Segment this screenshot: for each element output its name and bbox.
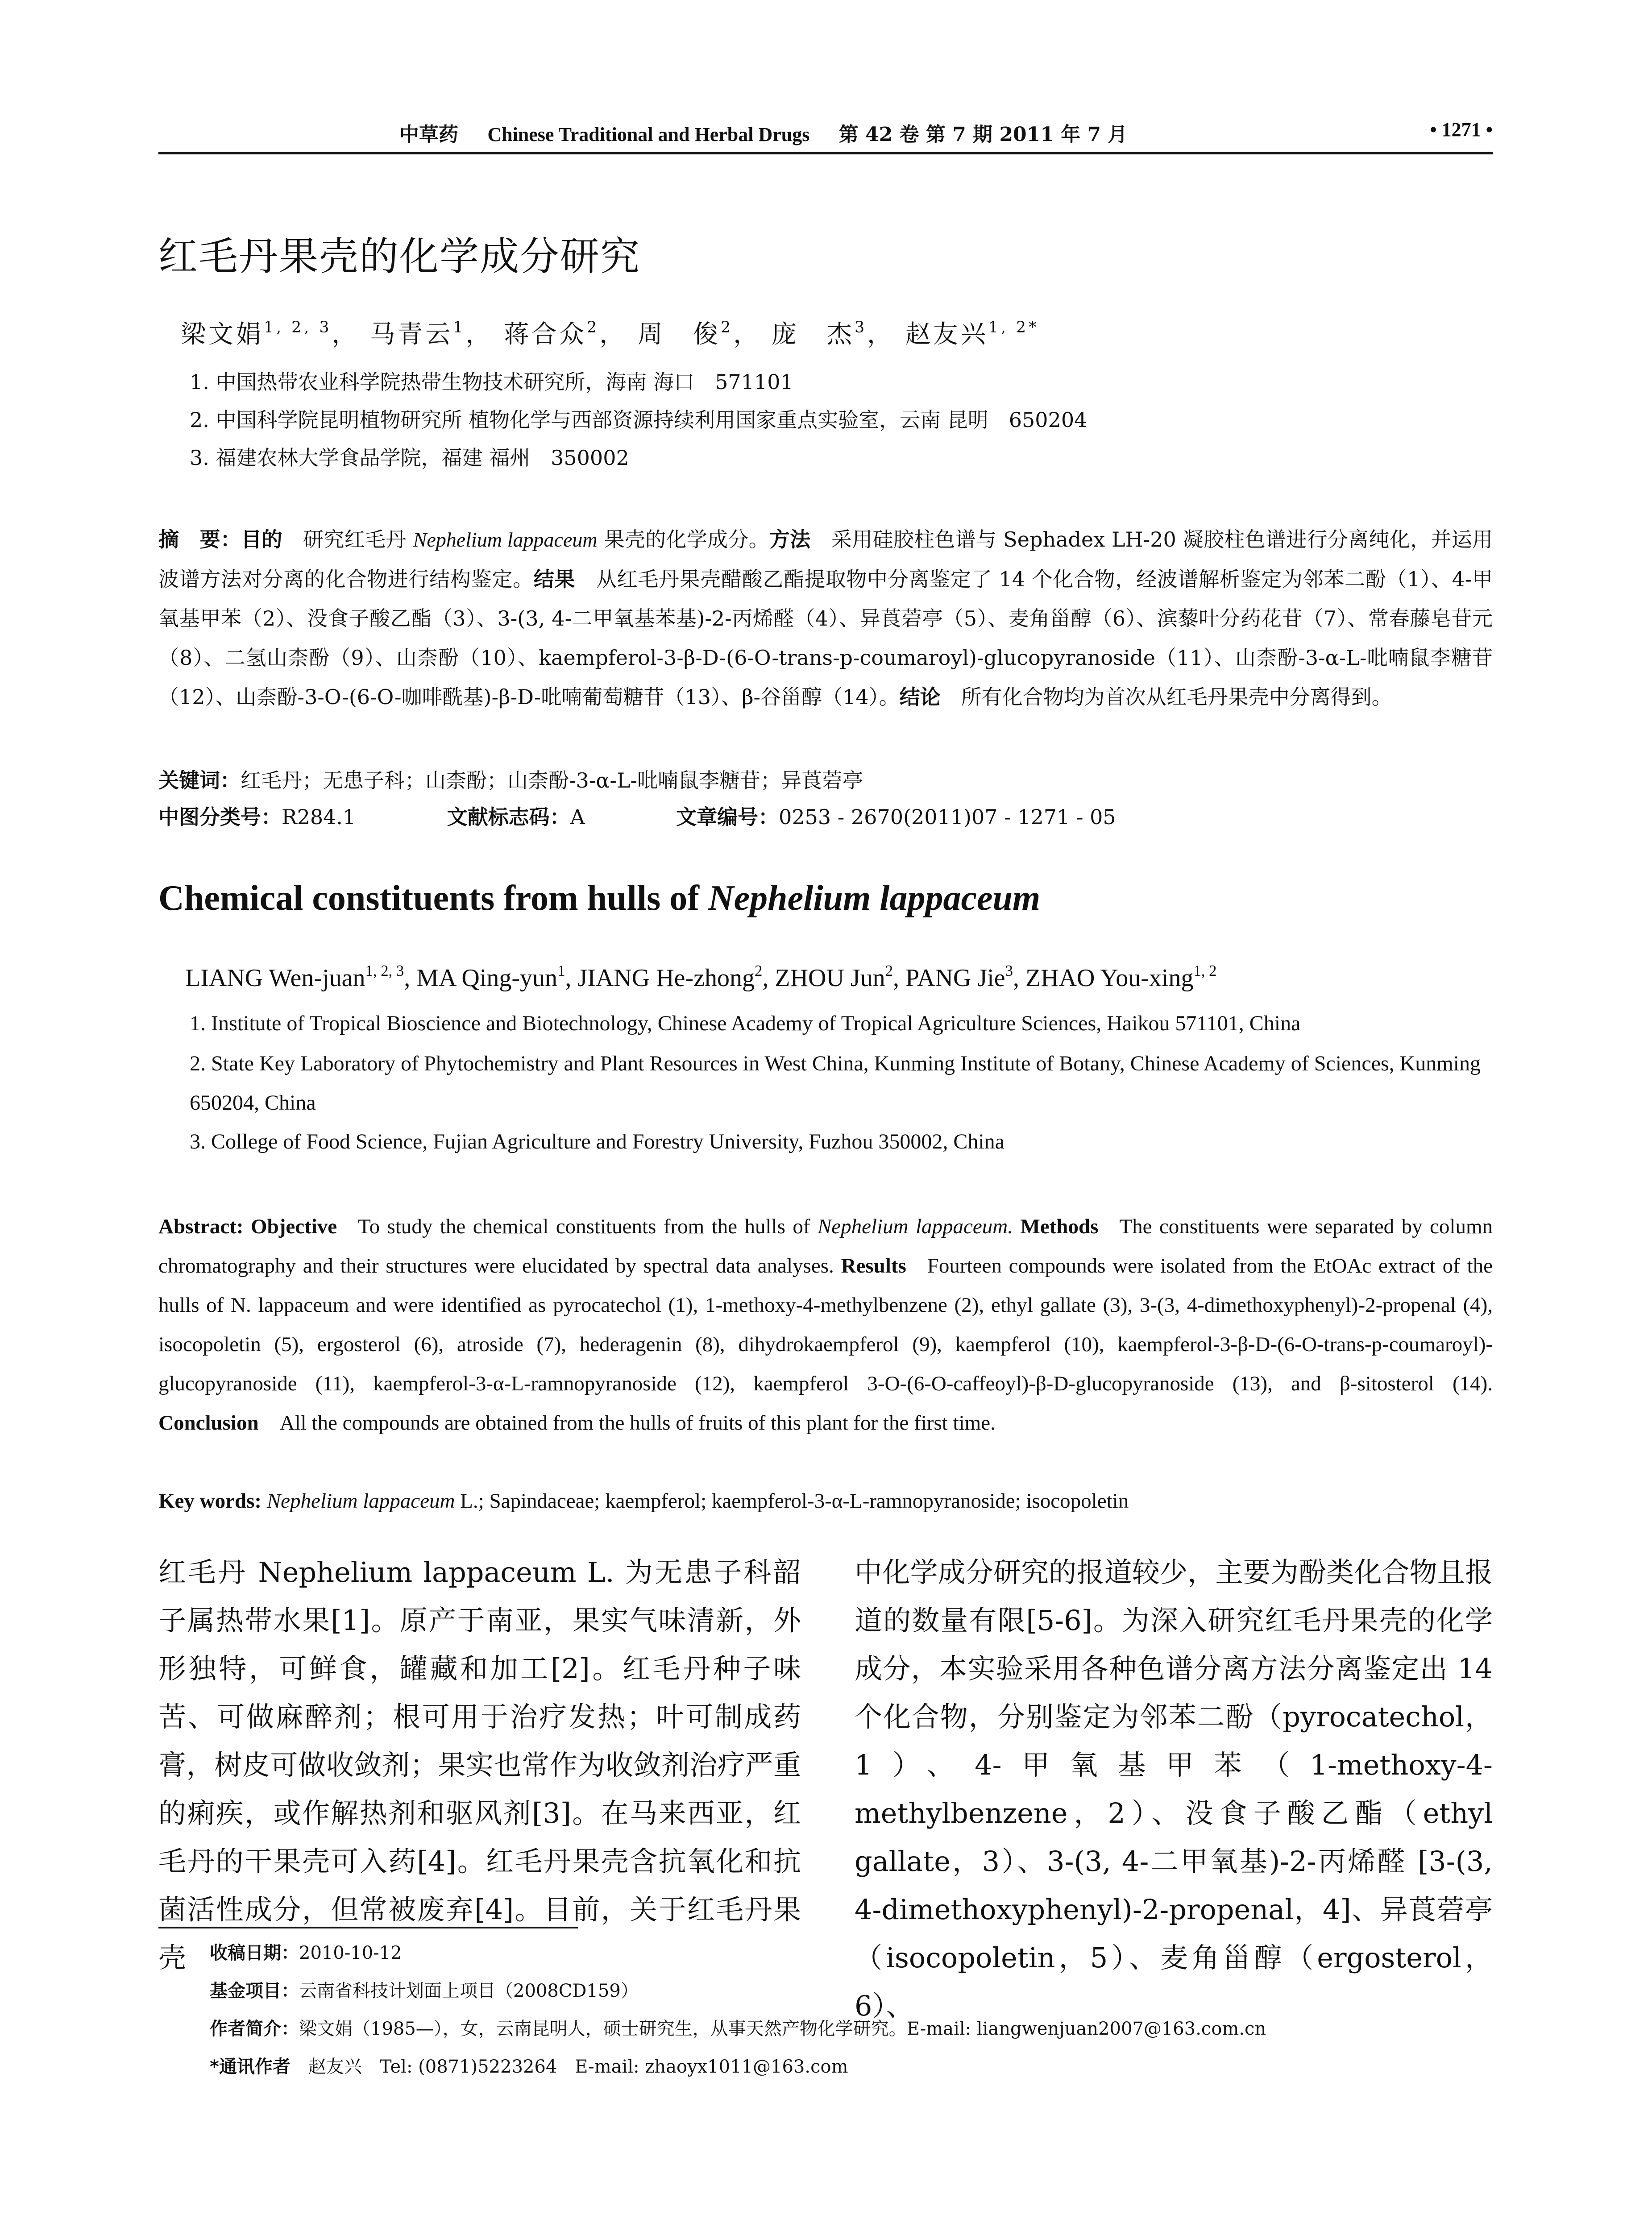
author-cn: 庞 杰$^3$ bbox=[771, 318, 868, 349]
author-en: ZHOU Jun$^2$ bbox=[775, 962, 893, 992]
classification-row: 中图分类号：R284.1 文献标志码：A 文章编号：0253 - 2670(2011)07 - 1271 - 05 bbox=[158, 805, 1116, 829]
affiliation-cn-2: 2. 中国科学院昆明植物研究所 植物化学与西部资源持续利用国家重点实验室，云南 昆明 650204 bbox=[190, 408, 1087, 432]
footnote-received: 收稿日期：2010-10-12 bbox=[210, 1943, 402, 1963]
affiliation-en-3: 3. College of Food Science, Fujian Agriculture and Forestry University, Fuzhou 350002, China bbox=[190, 1130, 1004, 1153]
footnote-fund: 基金项目：云南省科技计划面上项目（2008CD159） bbox=[210, 1981, 639, 2001]
footnote-author-bio: 作者简介：梁文娟（1985—），女，云南昆明人，硕士研究生，从事天然产物化学研究。E-mail: liangwenjuan2007@163.com.cn bbox=[210, 2019, 1266, 2039]
authors-cn: 梁文娟$^{1, 2, 3}$， 马青云$^1$， 蒋合众$^2$， 周 俊$^2$， 庞 杰$^3$， 赵友兴$^{1, 2*}$ bbox=[181, 318, 1039, 349]
body-column-right: 中化学成分研究的报道较少，主要为酚类化合物且报道的数量有限[5-6]。为深入研究红毛丹果壳的化学成分，本实验采用各种色谱分离方法分离鉴定出 14 个化合物，分别鉴定为邻苯二酚（pyrocatechol，1）、4-甲氧基甲苯（1-methoxy-4-methylbenzene，2）、没食子酸乙酯（ethyl gallate，3）、3-(3, 4-二甲氧基)-2-丙烯醛 [3-(3, 4-dimethoxyphenyl)-2-propenal，4]、异莨菪亭（isocopoletin，5）、麦角甾醇（ergosterol，6）、 bbox=[855, 1556, 1493, 2022]
abstract-cn: 摘 要：目的 研究红毛丹 Nephelium lappaceum 果壳的化学成分。方法 采用硅胶柱色谱与 Sephadex LH-20 凝胶柱色谱进行分离纯化，并运用波谱方法对分离的化合物进行结构鉴定。结果 从红毛丹果壳醋酸乙酯提取物中分离鉴定了 14 个化合物，经波谱解析鉴定为邻苯二酚（1）、4-甲氧基甲苯（2）、没食子酸乙酯（3）、3-(3, 4-二甲氧基苯基)-2-丙烯醛（4）、异莨菪亭（5）、麦角甾醇（6）、滨藜叶分药花苷（7）、常春藤皂苷元（8）、二氢山柰酚（9）、山柰酚（10）、kaempferol-3-β-D-(6-O-trans-p-coumaroyl)-glucopyranoside（11）、山柰酚-3-α-L-吡喃鼠李糖苷（12）、山柰酚-3-O-(6-O-咖啡酰基)-β-D-吡喃葡萄糖苷（13）、β-谷甾醇（14）。结论 所有化合物均为首次从红毛丹果壳中分离得到。 bbox=[158, 527, 1493, 709]
body-column-left: 红毛丹 Nephelium lappaceum L. 为无患子科韶子属热带水果[1]。原产于南亚，果实气味清新，外形独特，可鲜食，罐藏和加工[2]。红毛丹种子味苦、可做麻醉剂；根可用于治疗发热；叶可制成药膏，树皮可做收敛剂；果实也常作为收敛剂治疗严重的痢疾，或作解热剂和驱风剂[3]。在马来西亚，红毛丹的干果壳可入药[4]。红毛丹果壳含抗氧化和抗菌活性成分，但常被废弃[4]。目前，关于红毛丹果壳 bbox=[158, 1556, 801, 1974]
author-en: ZHAO You-xing$^{1, 2}$ bbox=[1025, 962, 1217, 992]
header-rule bbox=[158, 152, 1493, 154]
journal-line bbox=[399, 118, 1127, 147]
affiliation-en-2: 2. State Key Laboratory of Phytochemistry and Plant Resources in West China, Kunming Institute of Botany, Chinese Academy of Sciences, Kunming 650204, China bbox=[190, 1052, 1481, 1115]
authors-en: LIANG Wen-juan$^{1, 2, 3}$, MA Qing-yun$^1$, JIANG He-zhong$^2$, ZHOU Jun$^2$, PANG Jie$^3$, ZHAO You-xing$^{1, 2}$ bbox=[185, 962, 1217, 992]
author-cn: 赵友兴$^{1, 2*}$ bbox=[905, 318, 1039, 349]
author-cn: 梁文娟$^{1, 2, 3}$ bbox=[181, 318, 332, 349]
abstract-en: Abstract: Objective To study the chemical constituents from the hulls of Nephelium lappaceum. Methods The constituents were separated by column chromatography and their structures were elucidated by spectral data analyses. Results Fourteen compounds were isolated from the EtOAc extract of the hulls of N. lappaceum and were identified as pyrocatechol (1), 1-methoxy-4-methylbenzene (2), ethyl gallate (3), 3-(3, 4-dimethoxyphenyl)-2-propenal (4), isocopoletin (5), ergosterol (6), atroside (7), hederagenin (8), dihydrokaempferol (9), kaempferol (10), kaempferol-3-β-D-(6-O-trans-p-coumaroyl)-glucopyranoside (11), kaempferol-3-α-L-ramnopyranoside (12), kaempferol 3-O-(6-O-caffeoyl)-β-D-glucopyranoside (13), and β-sitosterol (14). Conclusion All the compounds are obtained from the hulls of fruits of this plant for the first time. bbox=[158, 1215, 1493, 1435]
author-en: MA Qing-yun$^1$ bbox=[416, 962, 565, 992]
journal-cn: 中草药 bbox=[399, 123, 458, 146]
author-cn: 周 俊$^2$ bbox=[638, 318, 734, 349]
author-en: PANG Jie$^3$ bbox=[905, 962, 1013, 992]
author-cn: 蒋合众$^2$ bbox=[504, 318, 600, 349]
running-header bbox=[158, 118, 1493, 145]
affiliation-cn-1: 1. 中国热带农业科学院热带生物技术研究所，海南 海口 571101 bbox=[190, 370, 793, 394]
author-en: LIANG Wen-juan$^{1, 2, 3}$ bbox=[185, 962, 404, 992]
keywords-cn: 关键词：红毛丹；无患子科；山柰酚；山柰酚-3-α-L-吡喃鼠李糖苷；异莨菪亭 bbox=[158, 768, 863, 792]
affiliation-cn-3: 3. 福建农林大学食品学院，福建 福州 350002 bbox=[190, 446, 629, 470]
page-number: • 1271 • bbox=[1430, 119, 1493, 141]
issue-info: 第 42 卷 第 7 期 2011 年 7 月 bbox=[838, 123, 1128, 146]
keywords-en: Key words: Nephelium lappaceum L.; Sapindaceae; kaempferol; kaempferol-3-α-L-ramnopyranoside; isocopoletin bbox=[158, 1489, 1129, 1513]
author-cn: 马青云$^1$ bbox=[370, 318, 466, 349]
affiliation-en-1: 1. Institute of Tropical Bioscience and Biotechnology, Chinese Academy of Tropical Agriculture Sciences, Haikou 571101, China bbox=[190, 1012, 1301, 1035]
journal-en: Chinese Traditional and Herbal Drugs bbox=[487, 124, 810, 145]
author-en: JIANG He-zhong$^2$ bbox=[577, 962, 763, 992]
footnote-rule bbox=[158, 1927, 578, 1928]
title-cn: 红毛丹果壳的化学成分研究 bbox=[158, 233, 641, 279]
footnote-corresponding: *通讯作者 赵友兴 Tel: (0871)5223264 E-mail: zhaoyx1011@163.com bbox=[210, 2057, 848, 2077]
title-en: Chemical constituents from hulls of Nephelium lappaceum bbox=[158, 879, 1041, 918]
